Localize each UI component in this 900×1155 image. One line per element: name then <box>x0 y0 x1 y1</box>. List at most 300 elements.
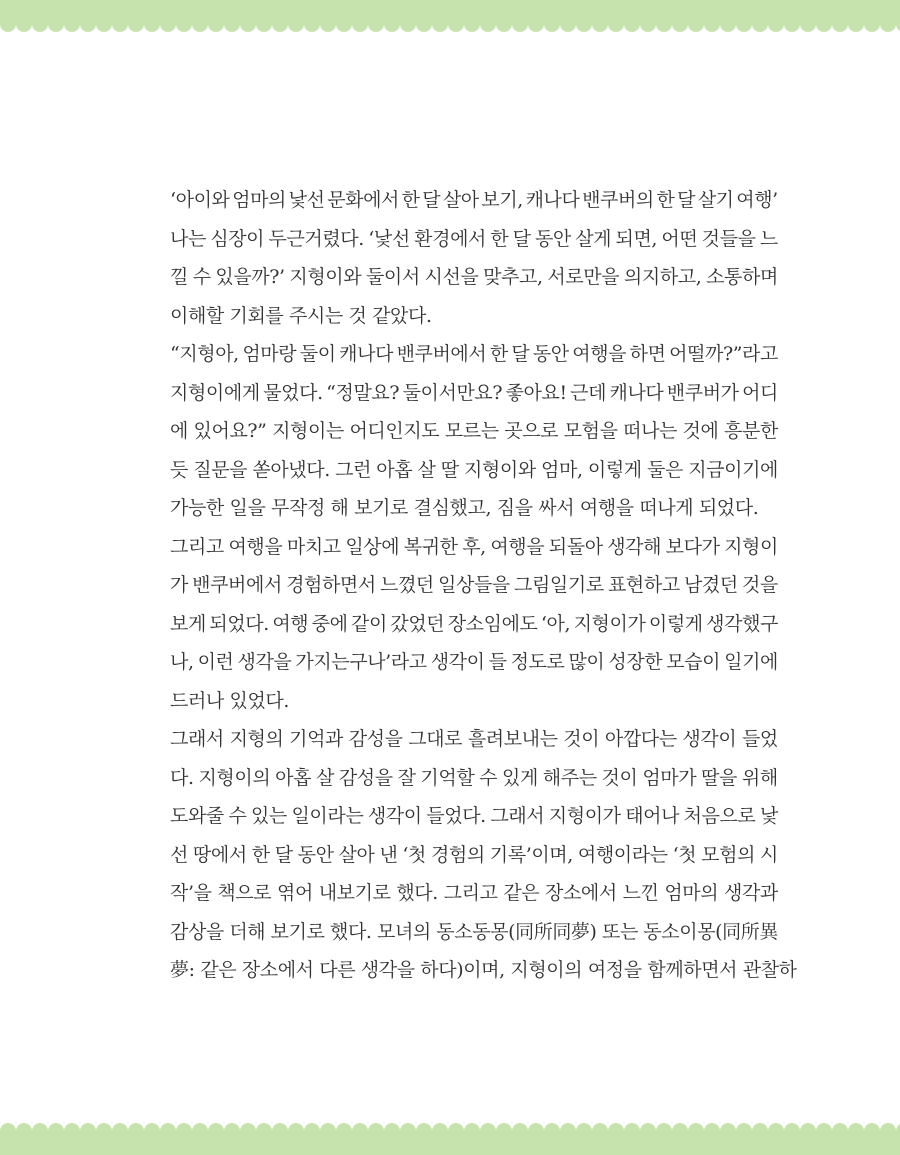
word: 살 <box>315 766 334 789</box>
word: 의지하고, <box>623 266 702 288</box>
word: 마치고 <box>286 535 341 558</box>
word: 후, <box>462 535 486 558</box>
scallop <box>64 24 80 32</box>
scallop <box>176 24 192 32</box>
word: 도와줄 <box>170 805 224 827</box>
paragraph-line <box>170 258 778 297</box>
word: 나, <box>170 651 194 673</box>
word: ‘첫 <box>672 843 697 866</box>
scallop <box>512 24 528 32</box>
word: 일기에 <box>724 651 778 673</box>
scallop <box>64 1123 80 1131</box>
word: 낄 <box>170 266 188 288</box>
scallop <box>672 1123 688 1131</box>
word: 기억과 <box>289 728 343 750</box>
word: 많이 <box>568 651 605 673</box>
word: 느낀 <box>622 882 659 904</box>
word: 경험하면서 <box>286 574 376 596</box>
word: 여행을 <box>490 535 545 558</box>
word: 여행’ <box>736 189 778 211</box>
scallop <box>736 24 752 32</box>
word: 땅에서 <box>192 843 247 866</box>
scallop <box>560 1123 576 1131</box>
word: 에 <box>170 420 188 442</box>
scallop <box>160 24 176 32</box>
scallop <box>608 24 624 32</box>
word: 밴쿠버에서 <box>192 574 282 596</box>
scallop <box>816 1123 832 1131</box>
scallop <box>528 24 544 32</box>
word: 같이 <box>351 612 387 635</box>
word: 낸 <box>379 843 398 866</box>
scallop <box>768 24 784 32</box>
word: 가 <box>170 574 188 596</box>
word: 모습이 <box>666 651 721 673</box>
word: 지형이가 <box>573 612 646 635</box>
scallop <box>432 1123 448 1131</box>
word: 이런 <box>197 651 234 673</box>
scallop <box>0 24 16 32</box>
paragraph-line <box>170 335 778 374</box>
word: 딸을 <box>701 766 738 789</box>
word: 장소임에도 <box>447 612 538 635</box>
word: 떠나는 <box>623 420 677 442</box>
word: 느 <box>759 227 778 250</box>
word: 동안 <box>297 843 334 866</box>
scallop <box>688 24 704 32</box>
word: 더해 <box>229 920 266 943</box>
word: 했다. <box>329 920 372 943</box>
scallop <box>384 1123 400 1131</box>
scallop <box>336 1123 352 1131</box>
word: 심장이 <box>210 227 265 250</box>
scallop <box>720 1123 736 1131</box>
scallop <box>800 1123 816 1131</box>
word: 여행을 <box>228 535 283 558</box>
word: 시선을 <box>424 266 479 288</box>
scallop <box>656 24 672 32</box>
word: 생각이 <box>430 651 485 673</box>
word: 느꼈던 <box>380 574 434 596</box>
scallop <box>480 1123 496 1131</box>
word: 생각해 <box>607 535 662 558</box>
word: 아홉 <box>376 458 413 481</box>
word: 것에 <box>682 420 719 442</box>
word: 동소동몽(同所同夢) <box>436 920 597 943</box>
scallop <box>384 24 400 32</box>
word: 밴쿠버가 <box>666 381 739 404</box>
word: 근데 <box>570 381 607 404</box>
paragraph-line <box>170 836 778 875</box>
word: 엄마의 <box>232 189 287 211</box>
scallop <box>320 24 336 32</box>
scallop <box>192 1123 208 1131</box>
word: 들었 <box>741 728 778 750</box>
word: 그래서 <box>170 728 224 750</box>
word: 둘은 <box>647 458 683 481</box>
scallop <box>672 24 688 32</box>
word: 곳으로 <box>504 420 559 442</box>
scallop <box>832 24 848 32</box>
scallop <box>640 1123 656 1131</box>
word: 해주는 <box>542 766 597 789</box>
scallop <box>848 1123 864 1131</box>
word: 남겼던 <box>683 574 738 596</box>
word: ‘아이와 <box>170 189 230 211</box>
scallop <box>752 24 768 32</box>
word: 감성을 <box>338 766 393 789</box>
paragraph-line: 夢: 같은 장소에서 다른 생각을 하다)이며, 지형이의 여정을 함께하면서 관찰하 <box>170 959 797 981</box>
word: “지형아, <box>170 343 239 365</box>
word: 문화에서 <box>327 189 400 211</box>
word: 장소에서 <box>545 882 617 904</box>
word: 물었다. <box>263 381 323 404</box>
paragraph-line <box>170 605 778 644</box>
word: 가지는구나’라고 <box>295 651 427 673</box>
scallop <box>128 24 144 32</box>
word: 표현하고 <box>607 574 680 596</box>
word: 생각이 <box>682 728 737 750</box>
word: 일상에 <box>345 535 400 558</box>
word: 어떤 <box>661 227 698 250</box>
word: 한 <box>251 843 270 866</box>
word: 밴쿠버의 <box>582 189 654 211</box>
word: 중에 <box>311 612 348 635</box>
word: 흘려보내는 <box>467 728 558 750</box>
word: 달 <box>512 227 531 250</box>
word: 갔었던 <box>390 612 445 635</box>
word: 생각과 <box>723 882 778 904</box>
word: 지형이가 <box>548 805 621 827</box>
scallop <box>480 24 496 32</box>
word: 달 <box>677 189 696 211</box>
word: 동안 <box>532 343 569 365</box>
word: 위해 <box>741 766 778 789</box>
paragraph-line <box>170 528 778 567</box>
word: 있을까?’ <box>215 266 285 288</box>
word: 엄마가 <box>642 766 697 789</box>
word: 있게 <box>502 766 538 789</box>
word: 보기, <box>481 189 523 211</box>
word: 엮어 <box>277 882 313 904</box>
word: 들 <box>488 651 507 673</box>
word: 여행이라는 <box>577 843 668 866</box>
word: 복귀한 <box>403 535 458 558</box>
scallop <box>784 24 800 32</box>
word: 낯선 <box>288 189 325 211</box>
word: 캐나다 <box>609 381 664 404</box>
scallop <box>464 24 480 32</box>
scallop <box>496 24 512 32</box>
word: 다. <box>170 766 194 789</box>
scallop <box>304 1123 320 1131</box>
scallop <box>208 24 224 32</box>
scallop <box>272 1123 288 1131</box>
word: 살기 <box>697 189 734 211</box>
word: 보게 <box>170 612 206 635</box>
word: 달 <box>274 843 293 866</box>
scallop <box>80 24 96 32</box>
scallop <box>368 24 384 32</box>
scallop <box>416 24 432 32</box>
word: 일이라는 <box>291 805 364 827</box>
scallop <box>576 24 592 32</box>
scallop <box>640 24 656 32</box>
word: 것이 <box>563 728 600 750</box>
word: 수 <box>479 766 498 789</box>
scallop <box>544 1123 560 1131</box>
scallop <box>176 1123 192 1131</box>
scallop <box>224 24 240 32</box>
word: 내보기로 <box>318 882 391 904</box>
word: 그림일기로 <box>514 574 604 596</box>
word: 것들을 <box>701 227 756 250</box>
scallop <box>800 24 816 32</box>
scallop <box>288 1123 304 1131</box>
word: ‘낯선 <box>368 227 410 250</box>
word: 엄마의 <box>664 882 719 904</box>
word: 동안 <box>534 227 571 250</box>
scallop <box>704 24 720 32</box>
word: 한 <box>656 189 675 211</box>
word: 살 <box>417 458 436 481</box>
paragraph-line: 가능한 일을 무작정 해 보기로 결심했고, 짐을 싸서 여행을 떠나게 되었다. <box>170 497 759 519</box>
word: 보다가 <box>665 535 720 558</box>
word: 캐나다 <box>525 189 580 211</box>
word: 딸 <box>440 458 459 481</box>
scallop <box>864 24 880 32</box>
scallop <box>400 1123 416 1131</box>
word: 지금이기에 <box>688 458 778 481</box>
word: 그런 <box>335 458 372 481</box>
word: 모험을 <box>563 420 618 442</box>
word: 좋아요! <box>505 381 567 404</box>
word: 낯 <box>760 805 778 827</box>
paragraph-line <box>170 913 778 952</box>
word: 모녀의 <box>376 920 431 943</box>
scallop <box>880 24 896 32</box>
scallop <box>592 24 608 32</box>
word: 있어요?” <box>193 420 267 442</box>
scallop <box>416 1123 432 1131</box>
word: 기록’이며, <box>489 843 573 866</box>
word: 지형이의 <box>198 766 271 789</box>
word: 어떨까?”라고 <box>669 343 778 365</box>
word: ‘첫 <box>402 843 426 866</box>
scallop <box>256 24 272 32</box>
paragraph-line <box>170 412 778 451</box>
scallop <box>224 1123 240 1131</box>
word: 시 <box>760 843 778 866</box>
scallop <box>832 1123 848 1131</box>
scallop <box>864 1123 880 1131</box>
scallop <box>720 24 736 32</box>
word: 지형의 <box>229 728 284 750</box>
paragraph-line <box>170 220 778 259</box>
word: 캐나다 <box>339 343 394 365</box>
word: 지형이에게 <box>170 381 260 404</box>
scallop <box>624 1123 640 1131</box>
word: 기억할 <box>420 766 475 789</box>
word: 처음으로 <box>683 805 756 827</box>
scallop <box>144 24 160 32</box>
word: 지형이 <box>724 535 778 558</box>
scallop <box>112 1123 128 1131</box>
scallop <box>96 24 112 32</box>
scallop <box>656 1123 672 1131</box>
word: 아깝다는 <box>604 728 677 750</box>
scallop <box>608 1123 624 1131</box>
scallop <box>896 24 900 32</box>
scallop <box>288 24 304 32</box>
word: 정도로 <box>510 651 565 673</box>
paragraph-line <box>170 720 778 759</box>
word: 이렇게 <box>648 612 703 635</box>
word: 밴쿠버에서 <box>396 343 487 365</box>
word: 감상을 <box>170 920 224 943</box>
paragraph-line <box>170 643 778 682</box>
scallop <box>736 1123 752 1131</box>
scallop <box>880 1123 896 1131</box>
word: 선 <box>170 843 188 866</box>
paragraph-line: 드러나 있었다. <box>170 689 290 712</box>
word: 되면, <box>615 227 658 250</box>
word: 쏟아냈다. <box>252 458 330 481</box>
paragraph-line <box>170 874 778 913</box>
scallop <box>544 24 560 32</box>
word: 하면 <box>629 343 666 365</box>
scallop <box>160 1123 176 1131</box>
word: 여행을 <box>572 343 627 365</box>
paragraph-line <box>170 181 778 220</box>
scallop <box>16 1123 32 1131</box>
word: 둘이서만요? <box>402 381 503 404</box>
scallop <box>624 24 640 32</box>
scallop <box>496 1123 512 1131</box>
bottom-scallop-edge <box>0 1115 900 1131</box>
word: 들었다. <box>426 805 486 827</box>
scallop <box>32 24 48 32</box>
word: 감성을 <box>348 728 403 750</box>
word: 경험의 <box>430 843 485 866</box>
word: 살아 <box>442 189 479 211</box>
scallop <box>512 1123 528 1131</box>
scallop <box>448 24 464 32</box>
word: 모험의 <box>701 843 756 866</box>
page-body <box>170 181 797 990</box>
scallop <box>240 1123 256 1131</box>
word: 달 <box>422 189 441 211</box>
scallop <box>80 1123 96 1131</box>
word: 작’을 <box>170 882 212 904</box>
scallop <box>272 24 288 32</box>
scallop <box>304 24 320 32</box>
word: 것이 <box>601 766 638 789</box>
bottom-border-band <box>0 1131 900 1155</box>
word: 나는 <box>170 227 206 250</box>
word: 책으로 <box>217 882 272 904</box>
scallop <box>848 24 864 32</box>
word: 둘이 <box>299 343 336 365</box>
paragraph-line <box>170 374 778 413</box>
scallop <box>816 24 832 32</box>
word: 엄마, <box>541 458 583 481</box>
word: 같은 <box>503 882 540 904</box>
word: 잘 <box>397 766 416 789</box>
word: 이렇게 <box>587 458 642 481</box>
word: 살아 <box>338 843 375 866</box>
word: 서로만을 <box>547 266 620 288</box>
word: 질문을 <box>193 458 248 481</box>
word: 아홉 <box>275 766 312 789</box>
scallop <box>256 1123 272 1131</box>
word: 수 <box>228 805 247 827</box>
word: 두근거렸다. <box>268 227 364 250</box>
word: 모르는 <box>444 420 499 442</box>
paragraph-line <box>170 566 778 605</box>
scallop <box>48 1123 64 1131</box>
scallop <box>576 1123 592 1131</box>
scallop <box>16 24 32 32</box>
scallop <box>432 24 448 32</box>
word: 지형이와 <box>289 266 362 288</box>
scallop <box>352 24 368 32</box>
word: 그리고 <box>443 882 498 904</box>
scallop <box>592 1123 608 1131</box>
top-scallop-edge <box>0 24 900 40</box>
scallop <box>560 24 576 32</box>
word: 엄마랑 <box>242 343 297 365</box>
word: 생각이 <box>367 805 422 827</box>
word: 되돌아 <box>548 535 603 558</box>
scallop <box>112 24 128 32</box>
scallop <box>368 1123 384 1131</box>
word: 여행 <box>272 612 309 635</box>
word: 한 <box>490 227 509 250</box>
word: 것을 <box>741 574 778 596</box>
scallop <box>208 1123 224 1131</box>
word: 수 <box>192 266 211 288</box>
word: 살게 <box>575 227 612 250</box>
word: 그래서 <box>490 805 545 827</box>
word: 소통하며 <box>706 266 778 288</box>
paragraph-line <box>170 759 778 798</box>
word: 있는 <box>250 805 287 827</box>
word: 달 <box>511 343 530 365</box>
word: 동소이몽(同所異 <box>643 920 778 943</box>
scallop <box>528 1123 544 1131</box>
scallop <box>688 1123 704 1131</box>
word: 생각했구 <box>706 612 778 635</box>
word: 맞추고, <box>483 266 543 288</box>
word: 지형이와 <box>463 458 536 481</box>
word: 그리고 <box>170 535 224 558</box>
word: 태어나 <box>625 805 680 827</box>
word: 생각을 <box>237 651 292 673</box>
word: 되었다. <box>209 612 269 635</box>
word: 지형이는 <box>272 420 344 442</box>
word: 성장한 <box>608 651 663 673</box>
scallop <box>752 1123 768 1131</box>
word: 일상들을 <box>438 574 510 596</box>
word: 어디 <box>742 381 778 404</box>
scallop <box>400 24 416 32</box>
scallop <box>896 1123 900 1131</box>
scallop <box>464 1123 480 1131</box>
paragraph-line: 이해할 기회를 주시는 것 같았다. <box>170 304 432 327</box>
scallop <box>96 1123 112 1131</box>
word: 보기로 <box>270 920 325 943</box>
